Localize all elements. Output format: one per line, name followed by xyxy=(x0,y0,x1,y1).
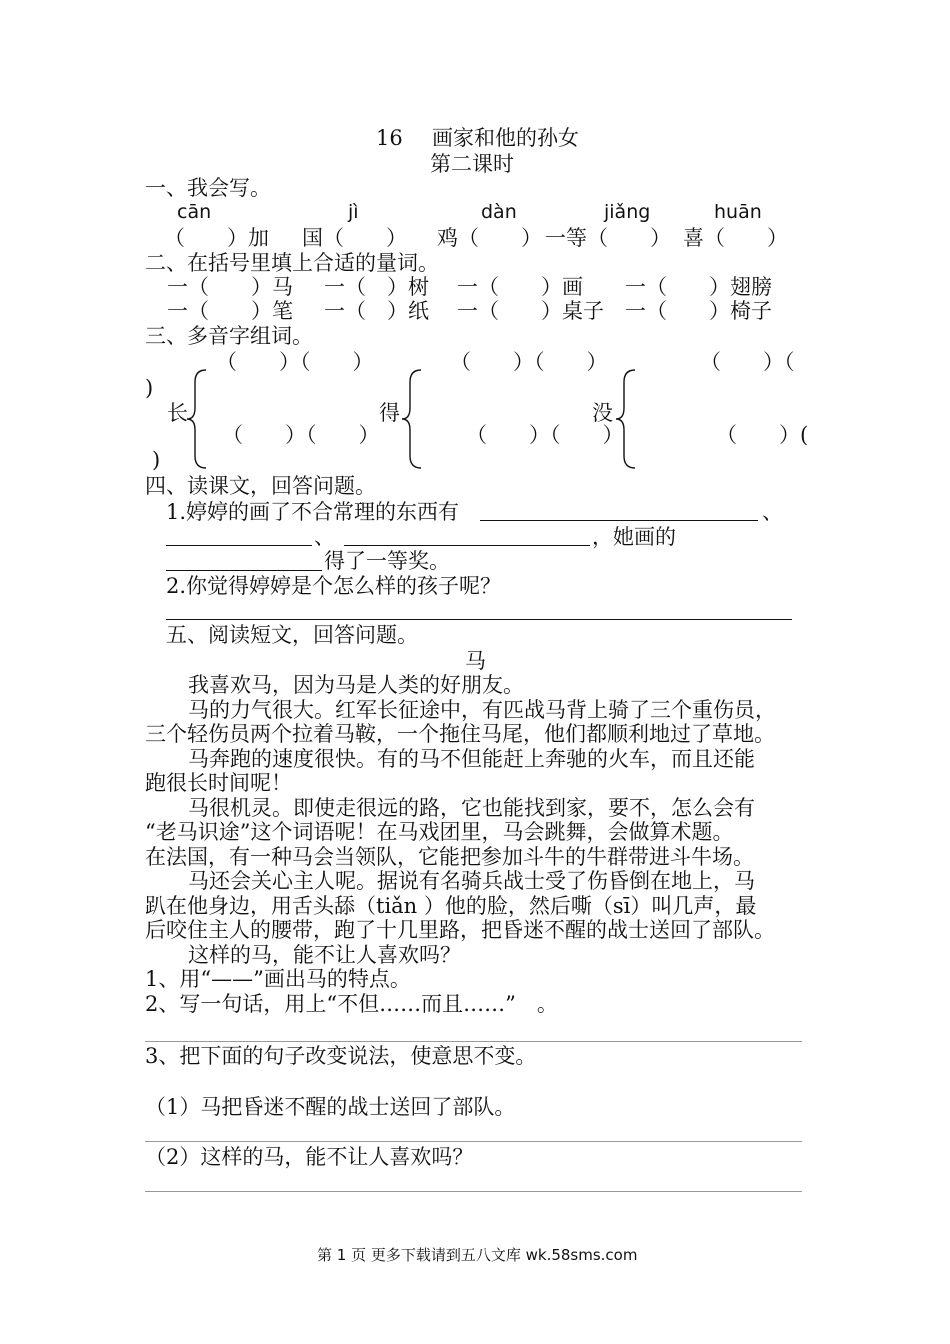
article-line: 马还会关心主人呢。据说有名骑兵战士受了伤昏倒在地上，马 xyxy=(188,869,755,893)
article-line: “老马识途”这个词语呢！在马戏团里，马会跳舞，会做算术题。 xyxy=(145,820,734,844)
section-2-heading: 二、在括号里填上合适的量词。 xyxy=(145,251,439,275)
answer-line[interactable] xyxy=(480,520,758,521)
pinyin-ji: jì xyxy=(348,201,359,223)
polyphone-1-top[interactable]: （ ）（ ） xyxy=(216,350,374,374)
article-line: 马的力气很大。红军长征途中，有匹战马背上骑了三个重伤员， xyxy=(188,698,776,722)
page-footer: 第 1 页 更多下载请到五八文库 wk.58sms.com xyxy=(317,1246,638,1264)
wrapped-paren-2: ) xyxy=(152,448,161,472)
brace-icon xyxy=(186,368,208,470)
article-line: 三个轻伤员两个拉着马鞍，一个拖住马尾，他们都顺利地过了草地。 xyxy=(145,722,775,746)
brace-icon xyxy=(401,368,423,470)
article-line: 跑很长时间呢！ xyxy=(145,771,292,795)
separator: 、 xyxy=(762,500,783,524)
answer-line[interactable] xyxy=(145,1141,802,1142)
polyphone-3-bottom[interactable]: （ ）( xyxy=(716,423,809,447)
measure-word-1[interactable]: 一（ ）马 xyxy=(167,275,293,299)
measure-word-5[interactable]: 一（ ）笔 xyxy=(167,299,293,323)
answer-line[interactable] xyxy=(166,619,792,620)
measure-word-4[interactable]: 一（ ）翅膀 xyxy=(625,275,772,299)
polyphone-2-top[interactable]: （ ）（ ） xyxy=(450,350,608,374)
write-item-5[interactable]: 喜（ ） xyxy=(683,226,788,250)
article-line: 后咬住主人的腰带，跑了十几里路，把昏迷不醒的战士送回了部队。 xyxy=(145,918,775,942)
answer-line[interactable] xyxy=(145,1191,802,1192)
question-5-3-1: （1）马把昏迷不醒的战士送回了部队。 xyxy=(145,1095,516,1119)
polyphone-1-bottom[interactable]: （ ）（ ） xyxy=(222,423,380,447)
pinyin-dan: dàn xyxy=(481,201,517,223)
answer-line[interactable] xyxy=(145,1041,802,1042)
measure-word-7[interactable]: 一（ ）桌子 xyxy=(457,299,604,323)
measure-word-3[interactable]: 一（ ）画 xyxy=(457,275,583,299)
answer-line[interactable] xyxy=(166,545,312,546)
question-5-2: 2、写一句话，用上“不但……而且……” 。 xyxy=(145,992,558,1016)
section-4-heading: 四、读课文，回答问题。 xyxy=(145,474,376,498)
measure-word-2[interactable]: 一（ ）树 xyxy=(324,275,429,299)
question-4-1-c: 得了一等奖。 xyxy=(324,549,450,573)
polyphone-2-bottom[interactable]: （ ）（ ） xyxy=(466,423,624,447)
polyphone-char-mei: 没 xyxy=(592,401,613,425)
article-line: 在法国，有一种马会当领队，它能把参加斗牛的牛群带进斗牛场。 xyxy=(145,845,754,869)
article-line: 趴在他身边，用舌头舔（tiǎn ）他的脸，然后嘶（sī）叫几声，最 xyxy=(145,894,757,918)
section-3-heading: 三、多音字组词。 xyxy=(145,324,313,348)
section-5-heading: 五、阅读短文，回答问题。 xyxy=(166,623,418,647)
question-5-3-2: （2）这样的马，能不让人喜欢吗？ xyxy=(145,1145,474,1169)
pinyin-can: cān xyxy=(177,201,212,223)
write-item-2[interactable]: 国（ ） xyxy=(302,226,407,250)
section-1-heading: 一、我会写。 xyxy=(145,176,271,200)
answer-line[interactable] xyxy=(344,545,590,546)
brace-icon xyxy=(615,368,637,470)
article-title: 马 xyxy=(465,649,486,673)
measure-word-8[interactable]: 一（ ）椅子 xyxy=(625,299,772,323)
write-item-1[interactable]: （ ）加 xyxy=(164,226,269,250)
pinyin-jiang: jiǎng xyxy=(604,201,651,223)
question-5-1: 1、用“——”画出马的特点。 xyxy=(145,967,411,991)
separator: 、 xyxy=(314,525,335,549)
measure-word-6[interactable]: 一（ ）纸 xyxy=(324,299,429,323)
page-title: 画家和他的孙女 xyxy=(432,126,579,150)
question-4-1-b: ，她画的 xyxy=(592,525,676,549)
article-line: 这样的马，能不让人喜欢吗？ xyxy=(188,943,461,967)
answer-line[interactable] xyxy=(166,570,322,571)
pinyin-huan: huān xyxy=(714,201,762,223)
wrapped-paren: ) xyxy=(145,376,154,400)
polyphone-char-chang: 长 xyxy=(167,401,188,425)
lesson-number: 16 xyxy=(376,126,403,150)
question-4-2: 2.你觉得婷婷是个怎么样的孩子呢？ xyxy=(166,574,502,598)
question-5-3: 3、把下面的句子改变说法，使意思不变。 xyxy=(145,1044,537,1068)
article-line: 我喜欢马，因为马是人类的好朋友。 xyxy=(188,673,524,697)
polyphone-3-top[interactable]: （ ）（ xyxy=(700,350,795,374)
article-line: 马奔跑的速度很快。有的马不但能赶上奔驰的火车，而且还能 xyxy=(188,747,755,771)
polyphone-char-de: 得 xyxy=(379,401,400,425)
page-subtitle: 第二课时 xyxy=(430,152,514,176)
question-4-1: 1.婷婷的画了不合常理的东西有 xyxy=(166,500,460,524)
write-item-3[interactable]: 鸡（ ） xyxy=(437,226,542,250)
article-line: 马很机灵。即使走很远的路，它也能找到家，要不，怎么会有 xyxy=(188,796,755,820)
write-item-4[interactable]: 一等（ ） xyxy=(545,226,671,250)
